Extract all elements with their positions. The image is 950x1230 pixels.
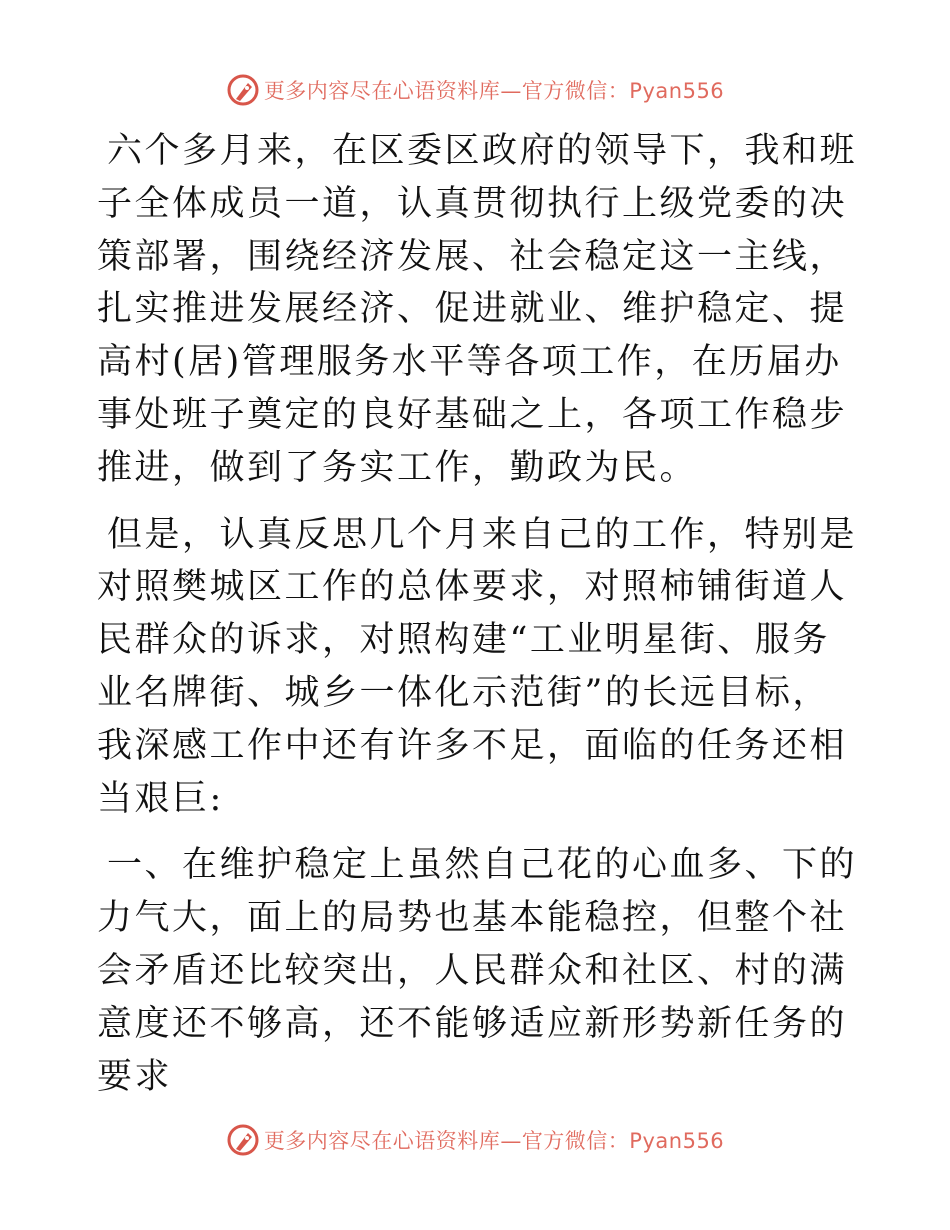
banner-text: 更多内容尽在心语资料库—官方微信：Pyan556 xyxy=(263,1129,725,1153)
banner-text: 更多内容尽在心语资料库—官方微信：Pyan556 xyxy=(263,79,725,103)
paragraph: 一、在维护稳定上虽然自己花的心血多、下的力气大，面上的局势也基本能稳控，但整个社会矛盾还比较突出，人民群众和社区、村的满意度还不够高，还不能够适应新形势新任务的要求 xyxy=(97,845,858,1097)
document-body xyxy=(97,125,857,1117)
pen-nib-logo-icon xyxy=(226,1123,260,1157)
header-banner xyxy=(0,70,950,110)
pen-nib-logo-icon xyxy=(226,73,260,107)
footer-banner xyxy=(0,1120,950,1160)
paragraph: 六个多月来，在区委区政府的领导下，我和班子全体成员一道，认真贯彻执行上级党委的决策部署，围绕经济发展、社会稳定这一主线，扎实推进发展经济、促进就业、维护稳定、提高村(居)管理服务水平等各项工作，在历届办事处班子奠定的良好基础之上，各项工作稳步推进，做到了务实工作，勤政为民。 xyxy=(97,131,858,488)
paragraph: 但是，认真反思几个月来自己的工作，特别是对照樊城区工作的总体要求，对照柿铺街道人民群众的诉求，对照构建“工业明星街、服务业名牌街、城乡一体化示范街”的长远目标，我深感工作中还有许多不足，面临的任务还相当艰巨: xyxy=(97,514,858,819)
